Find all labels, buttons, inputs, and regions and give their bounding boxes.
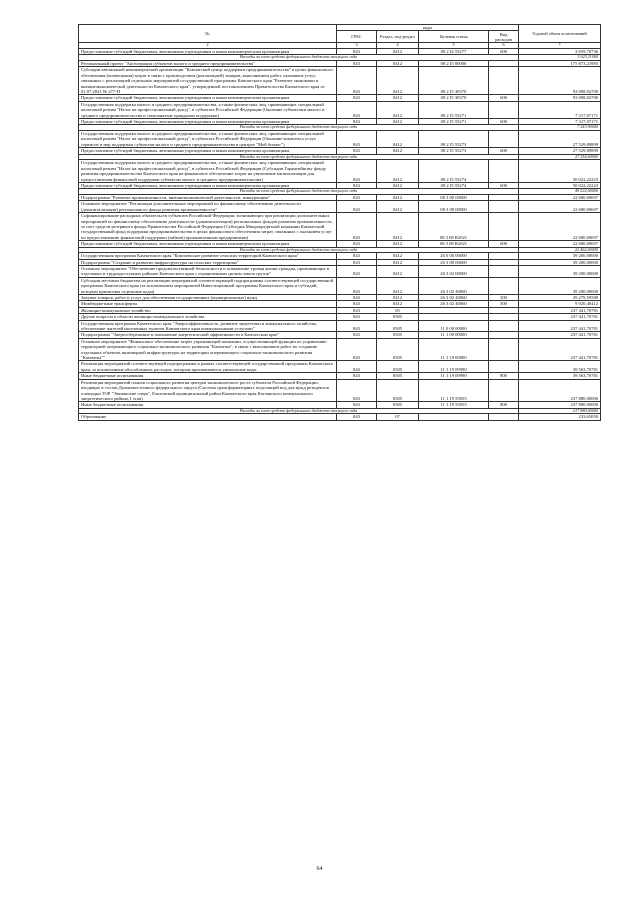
row-amount: 233,65050 — [519, 414, 601, 420]
row-description: Расходы за счет средств федерального бюджета текущего года — [79, 125, 519, 131]
row-expense-type: 800 — [489, 402, 519, 408]
row-grbs: 843 — [337, 194, 377, 200]
row-target-article: 08 2 I5 55274 — [419, 160, 489, 183]
row-name: Подпрограмма "Развитие промышленности, внешнеэкономической деятельности, конкуренции" — [79, 194, 337, 200]
row-target-article: 08 2 I5 55271 — [419, 119, 489, 125]
row-grbs: 843 — [337, 101, 377, 118]
row-razdel: 05 — [377, 307, 419, 313]
page-number: 64 — [316, 866, 323, 872]
row-expense-type — [489, 379, 519, 402]
budget-allocation-table — [78, 24, 601, 421]
column-number: 7 — [519, 43, 601, 49]
row-expense-type — [489, 67, 519, 95]
row-target-article: 08 2 I5 55273 — [419, 131, 489, 148]
header-expense-type: Вид расходов — [489, 31, 519, 43]
row-name: Основное мероприятие "Финансовое обеспечение затрат управляющей компании, осуществляющей функции по управлению территорией опережающего социально-экономического развития "Камчатка", в связи с выполнением работ по созданию отдельных объектов инженерной инфраструктуры на территории опережающего социально-экономического развития "Камчатка"" — [79, 338, 337, 361]
row-amount: 237 441,70781 — [519, 314, 601, 320]
row-razdel: 07 — [377, 414, 419, 420]
row-razdel: 0412 — [377, 160, 419, 183]
row-name: Жилищно-коммунальное хозяйство — [79, 307, 337, 313]
row-amount: 22 680,69697 — [519, 213, 601, 241]
row-amount: 22 680,69697 — [519, 201, 601, 213]
row-expense-type — [489, 131, 519, 148]
row-target-article: 08 3 08 00000 — [419, 201, 489, 213]
row-target-article: 26 3 02 40060 — [419, 277, 489, 294]
row-amount: 50 022,22223 — [519, 160, 601, 183]
header-number: № — [79, 25, 337, 43]
row-expense-type — [489, 265, 519, 277]
row-description: Расходы за счет средств федерального бюджета текущего года — [79, 154, 519, 160]
row-amount: 27 529,89899 — [519, 148, 601, 154]
table-body — [79, 43, 601, 420]
row-amount: 237 880,00000 — [519, 379, 601, 402]
row-target-article: 08 2 I5 55273 — [419, 148, 489, 154]
row-razdel: 0505 — [377, 338, 419, 361]
row-grbs: 843 — [337, 131, 377, 148]
row-razdel: 0412 — [377, 61, 419, 67]
row-target-article: 08 2 I5 30370 — [419, 67, 489, 95]
row-amount: 39 200,00000 — [519, 259, 601, 265]
row-grbs: 843 — [337, 148, 377, 154]
row-grbs: 843 — [337, 402, 377, 408]
row-amount: 39 200,00000 — [519, 277, 601, 294]
row-razdel: 0412 — [377, 131, 419, 148]
row-target-article: 08 2 I5 55274 — [419, 182, 489, 188]
row-target-article: 08 2 I5 00000 — [419, 61, 489, 67]
row-amount: 39 563,70781 — [519, 361, 601, 373]
table-row — [79, 160, 601, 183]
row-name: Межбюджетные трансферты — [79, 301, 337, 307]
row-amount: 29 279,59588 — [519, 295, 601, 301]
row-amount: 9 920,40412 — [519, 301, 601, 307]
row-name: Закупка товаров, работ и услуг для обеспечения государственных (муниципальных) нужд — [79, 295, 337, 301]
row-grbs: 843 — [337, 49, 377, 55]
row-amount: 237 880,00000 — [519, 402, 601, 408]
row-amount: 27 254,60000 — [519, 154, 601, 160]
row-amount: 22 462,00000 — [519, 247, 601, 253]
row-amount: 93 008,02700 — [519, 95, 601, 101]
table-row — [79, 101, 601, 118]
row-description: Расходы за счет средств федерального бюджета текущего года — [79, 55, 519, 61]
row-amount: 237 441,70781 — [519, 338, 601, 361]
row-razdel: 0505 — [377, 373, 419, 379]
row-target-article: 11 1 00 00000 — [419, 332, 489, 338]
row-razdel: 0412 — [377, 301, 419, 307]
row-amount: 3 659,70736 — [519, 49, 601, 55]
row-name: Государственная поддержка малого и среднего предпринимательства, а также физических лиц, применяющих специальный налоговый режим "Налог на профессиональный доход", в субъектах Российской Федерации (Субсидии Гарантийному фонду развития предпринимательства Камчатского края на финансовое обеспечение затрат на увеличение капитализации для предоставления финансовой поддержки субъектам малого и среднего предпринимательства) — [79, 160, 337, 183]
row-grbs: 843 — [337, 213, 377, 241]
row-expense-type — [489, 101, 519, 118]
table-row — [79, 213, 601, 241]
row-expense-type — [489, 414, 519, 420]
row-amount: 39 200,00000 — [519, 265, 601, 277]
row-name: Предоставление субсидий бюджетным, автономным учреждениям и иным некоммерческим организациям — [79, 49, 337, 55]
row-grbs: 843 — [337, 182, 377, 188]
row-amount: 237 441,70781 — [519, 320, 601, 332]
row-razdel: 0412 — [377, 148, 419, 154]
row-target-article: 08 2 I5 30370 — [419, 95, 489, 101]
row-expense-type: 600 — [489, 49, 519, 55]
row-amount: 7 317,07171 — [519, 119, 601, 125]
row-razdel: 0412 — [377, 253, 419, 259]
row-expense-type — [489, 213, 519, 241]
row-grbs: 843 — [337, 67, 377, 95]
row-razdel: 0412 — [377, 49, 419, 55]
row-name: Государственная программа Камчатского края "Энергоэффективность, развитие энергетики и коммунального хозяйства, обеспечение жителей населенных пунктов Камчатского края коммунальными услугами" — [79, 320, 337, 332]
row-name: Иные бюджетные ассигнования — [79, 373, 337, 379]
row-razdel: 0412 — [377, 265, 419, 277]
table-row — [79, 277, 601, 294]
row-razdel: 0412 — [377, 295, 419, 301]
row-name: Образование — [79, 414, 337, 420]
header-amount: Годовой объем ассигнований — [519, 25, 601, 43]
row-expense-type: 600 — [489, 95, 519, 101]
row-razdel: 0505 — [377, 314, 419, 320]
row-amount: 49 522,00000 — [519, 189, 601, 195]
row-amount: 22 680,69697 — [519, 241, 601, 247]
row-razdel: 0505 — [377, 320, 419, 332]
row-razdel: 0412 — [377, 119, 419, 125]
row-target-article: 26 3 02 40060 — [419, 295, 489, 301]
row-description: Расходы за счет средств федерального бюджета текущего года — [79, 247, 519, 253]
row-amount: 217 880,00000 — [519, 408, 601, 414]
row-expense-type — [489, 160, 519, 183]
row-expense-type — [489, 338, 519, 361]
row-amount: 7 317,07171 — [519, 101, 601, 118]
row-target-article: 26 0 00 00000 — [419, 253, 489, 259]
row-expense-type: 600 — [489, 148, 519, 154]
table-row — [79, 361, 601, 373]
row-name: Подпрограмма "Энергосбережение и повышение энергетической эффективности в Камчатском крае" — [79, 332, 337, 338]
row-name: Государственная поддержка малого и среднего предпринимательства, а также физических лиц, применяющих специальный налоговый режим "Налог на профессиональный доход", в субъектах Российской Федерации (Оказание комплекса услуг, сервисов и мер поддержки субъектам малого и среднего предпринимательства в центрах "Мой бизнес") — [79, 131, 337, 148]
row-grbs: 843 — [337, 61, 377, 67]
row-description: Расходы за счет средств федерального бюджета текущего года — [79, 189, 519, 195]
row-amount: 50 022,22223 — [519, 182, 601, 188]
row-target-article: 11 1 19 55055 — [419, 402, 489, 408]
row-grbs: 843 — [337, 307, 377, 313]
row-name: Предоставление субсидий бюджетным, автономным учреждениям и иным некоммерческим организациям — [79, 148, 337, 154]
row-expense-type: 500 — [489, 301, 519, 307]
row-razdel: 0505 — [377, 379, 419, 402]
row-target-article: 11 1 19 09990 — [419, 373, 489, 379]
row-grbs: 843 — [337, 241, 377, 247]
table-row — [79, 131, 601, 148]
column-number: 6 — [489, 43, 519, 49]
column-number: 2 — [79, 43, 337, 49]
row-name: Предоставление субсидий бюджетным, автономным учреждениям и иным некоммерческим организациям — [79, 119, 337, 125]
row-expense-type — [489, 320, 519, 332]
row-target-article: 11 0 00 00000 — [419, 320, 489, 332]
row-target-article: 08 2 I5 55271 — [419, 101, 489, 118]
row-target-article: 08 3 08 R2021 — [419, 213, 489, 241]
row-expense-type: 800 — [489, 373, 519, 379]
row-expense-type — [489, 277, 519, 294]
row-razdel: 0412 — [377, 213, 419, 241]
row-grbs: 843 — [337, 253, 377, 259]
row-amount: 175 873,21983 — [519, 61, 601, 67]
row-grbs: 843 — [337, 314, 377, 320]
row-expense-type — [489, 201, 519, 213]
row-name: Реализация мероприятий планов социального развития центров экономического роста субъектов Российской Федерации, входящих в состав Дальневосточного федерального округа (Система трансформаторных подстанций вод для нужд резидентов площадки ТОР "Эвтнанские озера", Елизовский муниципальный район Камчатского края Катчанского коммунального энергетического района, I этап) — [79, 379, 337, 402]
table-row — [79, 201, 601, 213]
row-grbs: 843 — [337, 361, 377, 373]
row-target-article: 26 3 02 40060 — [419, 301, 489, 307]
table-row — [79, 414, 601, 420]
row-target-article: 11 1 19 00000 — [419, 338, 489, 361]
row-grbs: 843 — [337, 338, 377, 361]
row-grbs: 843 — [337, 301, 377, 307]
row-name: Предоставление субсидий бюджетным, автономным учреждениям и иным некоммерческим организациям — [79, 182, 337, 188]
row-razdel: 0505 — [377, 402, 419, 408]
row-razdel: 0412 — [377, 194, 419, 200]
header-razdel: Раздел, под-раздел — [377, 31, 419, 43]
row-razdel: 0412 — [377, 259, 419, 265]
row-amount: 39 200,00000 — [519, 253, 601, 259]
column-number: 3 — [337, 43, 377, 49]
row-grbs: 843 — [337, 201, 377, 213]
row-target-article: 26 3 00 00000 — [419, 259, 489, 265]
row-amount: 3 623,11000 — [519, 55, 601, 61]
row-expense-type: 600 — [489, 241, 519, 247]
column-number: 4 — [377, 43, 419, 49]
row-name: Региональный проект "Акселерация субъектов малого и среднего предпринимательства" — [79, 61, 337, 67]
header-codes: коды — [337, 25, 519, 31]
row-razdel: 0412 — [377, 241, 419, 247]
row-razdel: 0412 — [377, 201, 419, 213]
row-grbs: 843 — [337, 414, 377, 420]
table-row — [79, 265, 601, 277]
row-amount: 93 008,02700 — [519, 67, 601, 95]
table-row — [79, 379, 601, 402]
row-expense-type: 600 — [489, 119, 519, 125]
row-grbs: 843 — [337, 295, 377, 301]
row-amount: 27 529,89899 — [519, 131, 601, 148]
row-expense-type: 600 — [489, 182, 519, 188]
row-name: Другие вопросы в области жилищно-коммунального хозяйства — [79, 314, 337, 320]
table-row — [79, 320, 601, 332]
row-razdel: 0505 — [377, 332, 419, 338]
row-razdel: 0412 — [377, 101, 419, 118]
row-grbs: 843 — [337, 320, 377, 332]
row-grbs: 843 — [337, 259, 377, 265]
header-grbs: ГРБС — [337, 31, 377, 43]
row-amount: 22 680,69697 — [519, 194, 601, 200]
row-name: Основное мероприятие "Обеспечение продовольственной безопасности и повышение уровня жизни граждан, проживающих в отдельных и труднодоступных районах Камчатского края с ограниченным сроком завоза грузов" — [79, 265, 337, 277]
row-name: Иные бюджетные ассигнования — [79, 402, 337, 408]
row-target-article: 26 3 02 00000 — [419, 265, 489, 277]
row-name: Государственная поддержка малого и среднего предпринимательства, а также физических лиц, применяющих специальный налоговый режим "Налог на профессиональный доход", в субъектах Российской Федерации (Оказание субъектами малого и среднего предпринимательства и самозанятым гражданам поддержки) — [79, 101, 337, 118]
row-name: Подпрограмма "Создание и развитие инфраструктуры на сельских территориях" — [79, 259, 337, 265]
row-amount: 7 243,90000 — [519, 125, 601, 131]
row-expense-type: 200 — [489, 295, 519, 301]
row-name: Субсидии автономной некоммерческой организации "Камчатский центр поддержки предпринимательства" в целях финансового обеспечения (возмещения) затрат в связи с производством (реализацией) товаров, выполнением работ, оказанием услуг, связанных с реализацией отдельных мероприятий государственной программы Камчатского края "Развитие экономики и внешнеэкономической деятельности Камчатского края", утвержденной постановлением Правительства Камчатского края от 01.07.2021 № 277-П — [79, 67, 337, 95]
row-amount: 237 441,70781 — [519, 332, 601, 338]
row-grbs: 843 — [337, 332, 377, 338]
row-amount: 237 441,70781 — [519, 307, 601, 313]
row-name: Субсидии местным бюджетам на реализацию мероприятий соответствующей подпрограммы соответствующей государственной программы Камчатского края (за исключением мероприятий Инвестиционной программы Камчатского края и субсидий, которым присвоены отдельные коды) — [79, 277, 337, 294]
row-target-article: 08 3 08 R2021 — [419, 241, 489, 247]
row-grbs: 843 — [337, 119, 377, 125]
row-grbs: 843 — [337, 373, 377, 379]
table-row — [79, 67, 601, 95]
row-amount: 39 563,70781 — [519, 373, 601, 379]
row-name: Предоставление субсидий бюджетным, автономным учреждениям и иным некоммерческим организациям — [79, 241, 337, 247]
row-target-article: 11 1 19 09990 — [419, 361, 489, 373]
row-razdel: 0505 — [377, 361, 419, 373]
row-name: Государственная программа Камчатского края "Комплексное развитие сельских территорий Камчатского края" — [79, 253, 337, 259]
row-name: Софинансирование расходных обязательств субъектов Российской Федерации, возникающих при реализации дополнительных мероприятий по финансовому обеспечению деятельности (докапитализации) региональных фондов развития промышленности, за счет средств резервного фонда Правительства Российской Федерации (Субсидия Микрокредитной компании Камчатский государственный фонд поддержки предпринимательства в целях финансового обеспечения затрат, связанных с оказанием услуг по предоставлению финансовой поддержки (займов) промышленным предприятиям) — [79, 213, 337, 241]
row-target-article: 11 1 19 55055 — [419, 379, 489, 402]
header-target-article: Целевая статья — [419, 31, 489, 43]
row-name: Реализация мероприятий соответствующей подпрограммы в рамках соответствующей государственной программы Камчатского края, за исключением обособленных расходов, которым присваиваются уникальные коды — [79, 361, 337, 373]
row-name: Предоставление субсидий бюджетным, автономным учреждениям и иным некоммерческим организациям — [79, 95, 337, 101]
table-row — [79, 338, 601, 361]
row-razdel: 0412 — [377, 277, 419, 294]
row-grbs: 843 — [337, 160, 377, 183]
row-expense-type — [489, 361, 519, 373]
row-grbs: 843 — [337, 95, 377, 101]
row-grbs: 843 — [337, 277, 377, 294]
row-target-article — [419, 414, 489, 420]
row-razdel: 0412 — [377, 182, 419, 188]
row-description: Расходы за счет средств федерального бюджета текущего года — [79, 408, 519, 414]
row-name: Основное мероприятие "Реализация дополнительных мероприятий по финансовому обеспечению деятельности (докапитализации) регионального фонда развития промышленности" — [79, 201, 337, 213]
row-target-article: 08 3 00 00000 — [419, 194, 489, 200]
row-grbs: 843 — [337, 265, 377, 277]
row-grbs: 843 — [337, 379, 377, 402]
row-razdel: 0412 — [377, 95, 419, 101]
column-number: 5 — [419, 43, 489, 49]
row-razdel: 0412 — [377, 67, 419, 95]
row-target-article: 08 2 I4 55277 — [419, 49, 489, 55]
